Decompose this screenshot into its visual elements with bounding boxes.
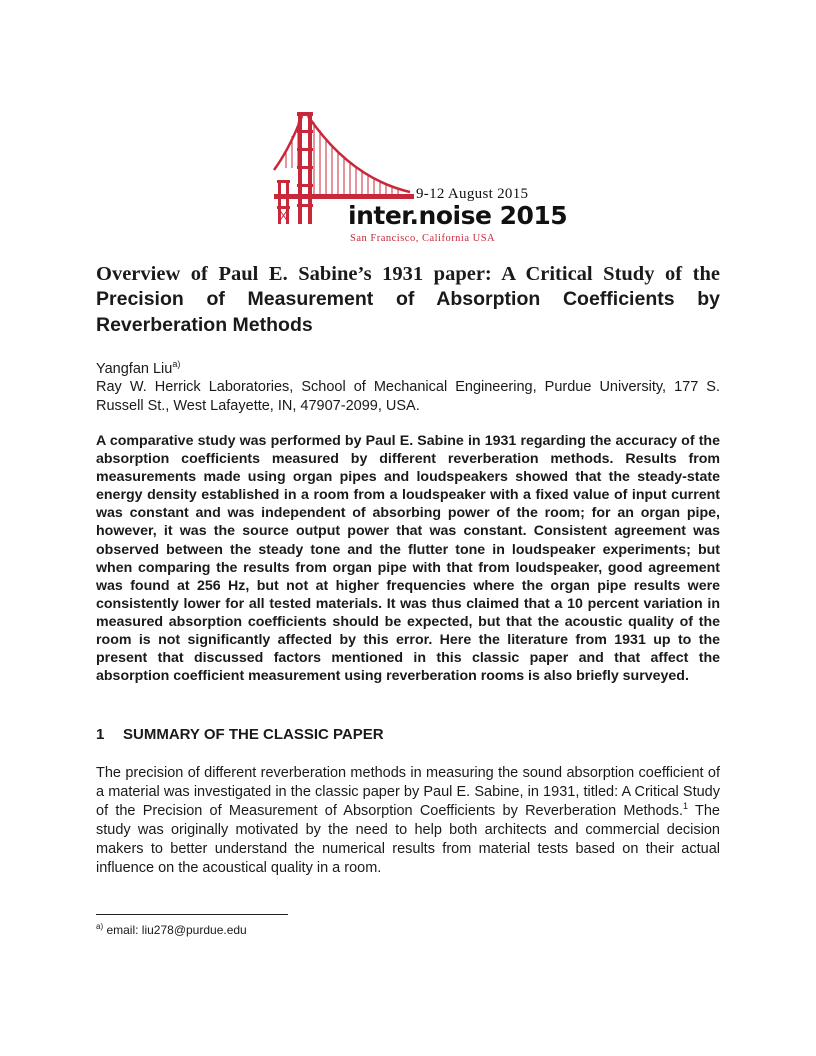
footnote [96,922,247,937]
conference-location: San Francisco, California USA [350,233,496,244]
body-paragraph [96,764,720,878]
section-number: 1 [96,726,105,743]
affiliation: Ray W. Herrick Laboratories, School of Mechanical Engineering, Purdue University, 177 S. Russell St., West Lafayette, IN, 47907-2099, USA. [96,379,720,414]
author-name: Yangfan Liu [96,360,173,377]
author [96,359,180,377]
footnote-mark: a) [96,922,104,931]
title-line-3: Reverberation Methods [96,314,313,336]
abstract: A comparative study was performed by Paul E. Sabine in 1931 regarding the accuracy of the absorption coefficients measured by different reverberation methods. Results from measurements made using organ pipes and loudspeakers showed that the steady-state energy density established in a room from a loudspeaker with a fixed value of input current was constant and was independent of absorbing power of the room; for an organ pipe, however, it was the source output power that was constant. Consistent agreement was observed between the steady tone and the flutter tone in loudspeaker experiments; but when comparing the results from organ pipe with that from loudspeaker, good agreement was found at 256 Hz, but not at higher frequencies where the organ pipe results were consistently lower for all tested materials. It was thus claimed that a 10 percent variation in measured absorption coefficients should be expected, but that the acoustic quality of the room is not significantly affected by this error. Here the literature from 1931 up to the present that discussed factors mentioned in this classic paper and that affect the absorption coefficient measurement using reverberation rooms is also briefly surveyed. [96,433,720,685]
reference-marker: 1 [683,801,689,812]
author-footnote-mark: a) [172,359,181,369]
title-line-2: Precision of Measurement of Absorption Coefficients by [96,288,720,310]
body-text-part-1: The precision of different reverberation methods in measuring the sound absorption coefficient of a material was investigated in the classic paper by Paul E. Sabine, in 1931, titled: A Critical Study of the Precision of Measurement of Absorption Coefficients by Reverberation Methods. [96,765,720,819]
section-title: SUMMARY OF THE CLASSIC PAPER [123,726,384,743]
conference-brand: inter.noise 2015 [348,201,568,230]
footnote-rule [96,914,288,915]
conference-logo [270,108,568,250]
section-heading [96,726,384,743]
footnote-text: email: liu278@purdue.edu [103,923,247,937]
conference-dates: 9-12 August 2015 [416,186,529,202]
title-line-1: Overview of Paul E. Sabine’s 1931 paper: A Critical Study of the [96,263,720,285]
paper-title [96,262,720,338]
body-text-part-2: The study was originally motivated by the need to help both architects and commercial decision makers to better understand the numerical results from material tests based on their actual influence on the acoustical quality in a room. [96,803,720,876]
